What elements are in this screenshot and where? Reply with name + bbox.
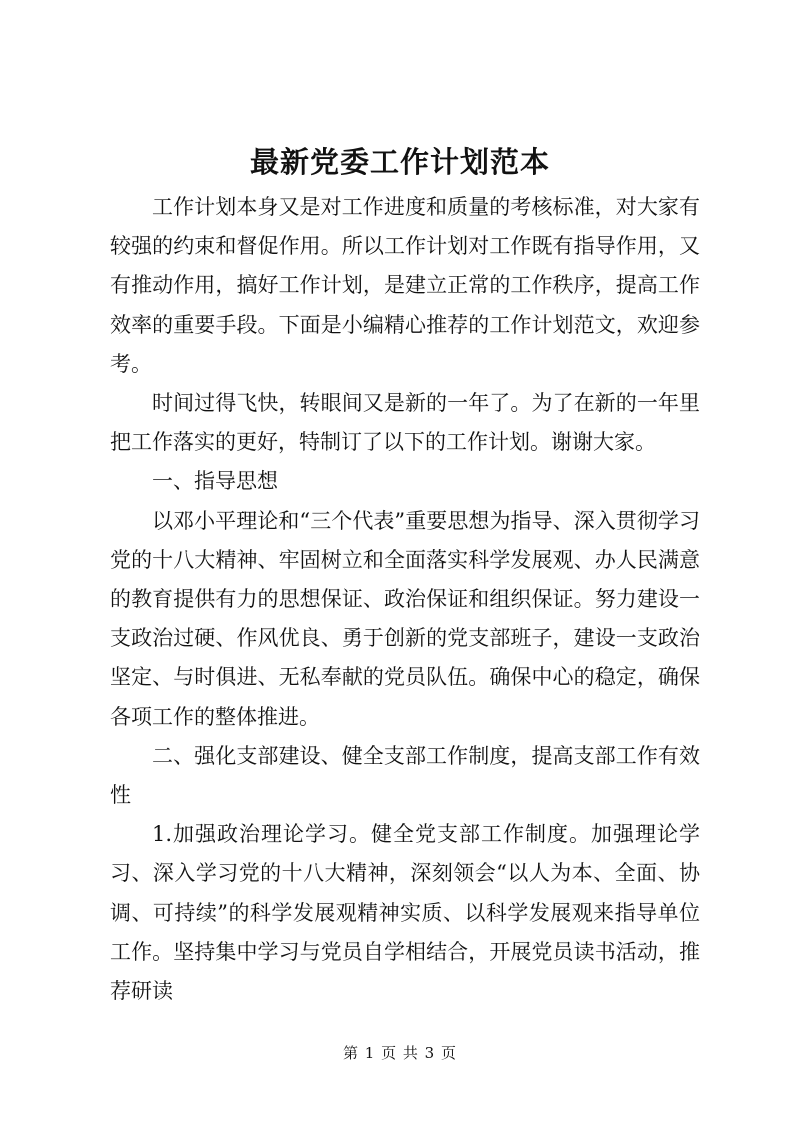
document-body xyxy=(110,188,700,1011)
section-heading-guiding-thought: 一、指导思想 xyxy=(152,469,278,494)
paragraph-opening: 时间过得飞快，转眼间又是新的一年了。为了在新的一年里把工作落实的更好，特制订了以下的工作计划。谢谢大家。 xyxy=(110,391,700,455)
paragraph-political-study: 1.加强政治理论学习。健全党支部工作制度。加强理论学习、深入学习党的十八大精神，深刻领会“以人为本、全面、协调、可持续”的科学发展观精神实质、以科学发展观来指导单位工作。坚持集中学习与党员自学相结合，开展党员读书活动，推荐研读 xyxy=(110,822,700,1004)
paragraph-guiding-thought: 以邓小平理论和“三个代表”重要思想为指导、深入贯彻学习党的十八大精神、牢固树立和全面落实科学发展观、办人民满意的教育提供有力的思想保证、政治保证和组织保证。努力建设一支政治过硬、作风优良、勇于创新的党支部班子，建设一支政治坚定、与时俱进、无私奉献的党员队伍。确保中心的稳定，确保各项工作的整体推进。 xyxy=(110,508,700,729)
section-heading-branch-building: 二、强化支部建设、健全支部工作制度，提高支部工作有效性 xyxy=(110,743,700,808)
document-title: 最新党委工作计划范本 xyxy=(249,145,550,179)
paragraph-intro: 工作计划本身又是对工作进度和质量的考核标准，对大家有较强的约束和督促作用。所以工作计划对工作既有指导作用，又有推动作用，搞好工作计划，是建立正常的工作秩序，提高工作效率的重要手段。下面是小编精心推荐的工作计划范文，欢迎参考。 xyxy=(110,195,700,376)
page-footer: 第 1 页 共 3 页 xyxy=(343,1044,457,1062)
